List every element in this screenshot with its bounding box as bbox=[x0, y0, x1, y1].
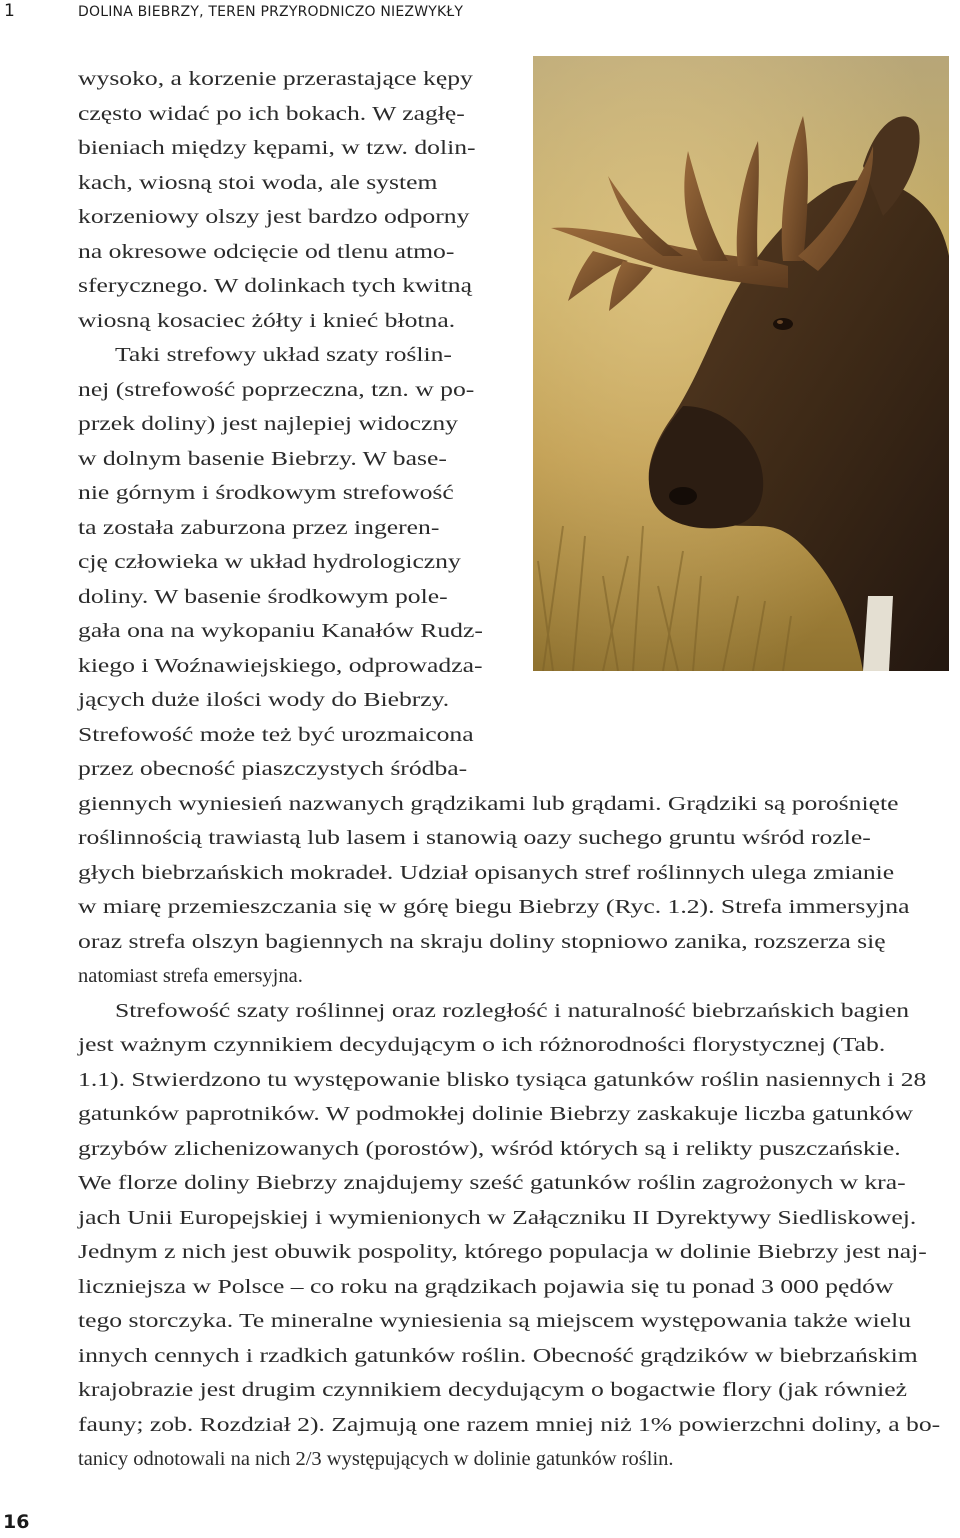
text-line: w miarę przemieszczania się w górę biegu Biebrzy (Ryc. 1.2). Strefa immersyjna bbox=[78, 896, 910, 918]
text-line: tego storczyka. Te mineralne wyniesienia są miejscem występowania także wielu bbox=[78, 1310, 912, 1332]
text-line: przek doliny) jest najlepiej widoczny bbox=[78, 413, 458, 435]
text-line: kiego i Woźnawiejskiego, odprowadza- bbox=[78, 654, 483, 677]
text-line: w dolnym basenie Biebrzy. W base- bbox=[78, 447, 447, 470]
text-line: Strefowość może też być urozmaicona bbox=[78, 723, 474, 746]
text-line: jących duże ilości wody do Biebrzy. bbox=[78, 689, 450, 711]
moose-photo bbox=[533, 56, 949, 671]
text-line: We florze doliny Biebrzy znajdujemy sześć gatunków roślin zagrożonych w kra- bbox=[78, 1172, 906, 1194]
text-line: roślinnością trawiastą lub lasem i stanowią oazy suchego gruntu wśród rozle- bbox=[78, 827, 871, 849]
text-line: natomiast strefa emersyjna. bbox=[78, 965, 303, 987]
text-line: oraz strefa olszyn bagiennych na skraju doliny stopniowo zanika, rozszerza się bbox=[78, 930, 886, 953]
text-line: jach Unii Europejskiej i wymienionych w Załączniku II Dyrektywy Siedliskowej. bbox=[78, 1206, 917, 1229]
text-line: nie górnym i środkowym strefowość bbox=[78, 482, 454, 504]
text-line: innych cennych i rzadkich gatunków roślin. Obecność grądzików w biebrzańskim bbox=[78, 1344, 918, 1367]
text-line: Strefowość szaty roślinnej oraz rozległość i naturalność biebrzańskich bagien bbox=[115, 999, 910, 1022]
text-line: głych biebrzańskich mokradeł. Udział opisanych stref roślinnych ulega zmianie bbox=[78, 861, 895, 884]
text-line: często widać po ich bokach. W zagłę- bbox=[78, 102, 465, 125]
text-line: korzeniowy olszy jest bardzo odporny bbox=[78, 206, 470, 228]
text-line: kach, wiosną stoi woda, ale system bbox=[78, 171, 438, 194]
text-line: gatunków paprotników. W podmokłej dolinie Biebrzy zaskakuje liczba gatunków bbox=[78, 1103, 913, 1125]
text-line: na okresowe odcięcie od tlenu atmo- bbox=[78, 240, 455, 263]
text-line: gała ona na wykopaniu Kanałów Rudz- bbox=[78, 620, 483, 642]
text-line: doliny. W basenie środkowym pole- bbox=[78, 585, 448, 608]
text-line: jest ważnym czynnikiem decydującym o ich różnorodności florystycznej (Tab. bbox=[78, 1034, 886, 1056]
text-line: krajobrazie jest drugim czynnikiem decydującym o bogactwie flory (jak również bbox=[78, 1379, 907, 1401]
chapter-number: 1 bbox=[4, 1, 15, 21]
text-line: ta została zaburzona przez ingeren- bbox=[78, 516, 440, 539]
text-line: giennych wyniesień nazwanych grądzikami lub grądami. Grądziki są porośnięte bbox=[78, 792, 899, 815]
running-header bbox=[0, 0, 960, 30]
text-line: fauny; zob. Rozdział 2). Zajmują one razem mniej niż 1% powierzchni doliny, a bo- bbox=[78, 1413, 941, 1436]
text-line: tanicy odnotowali na nich 2/3 występujących w dolinie gatunków roślin. bbox=[78, 1448, 674, 1470]
chapter-title: DOLINA BIEBRZY, TEREN PRZYRODNICZO NIEZWYKŁY bbox=[78, 4, 464, 20]
page-number: 16 bbox=[3, 1511, 30, 1533]
text-line: nej (strefowość poprzeczna, tzn. w po- bbox=[78, 378, 475, 401]
text-line: sferycznego. W dolinkach tych kwitną bbox=[78, 275, 472, 297]
text-line: wiosną kosaciec żółty i knieć błotna. bbox=[78, 309, 456, 332]
text-line: przez obecność piaszczystych śródba- bbox=[78, 758, 468, 780]
text-line: bieniach między kępami, w tzw. dolin- bbox=[78, 137, 476, 159]
text-line: wysoko, a korzenie przerastające kępy bbox=[78, 68, 473, 90]
text-line: Jednym z nich jest obuwik pospolity, którego populacja w dolinie Biebrzy jest naj- bbox=[78, 1241, 927, 1263]
text-line: liczniejsza w Polsce – co roku na grądzikach pojawia się tu ponad 3 000 pędów bbox=[78, 1275, 894, 1298]
text-line: 1.1). Stwierdzono tu występowanie blisko tysiąca gatunków roślin nasiennych i 28 bbox=[78, 1068, 927, 1091]
text-line: grzybów zlichenizowanych (porostów), wśród których są i relikty puszczańskie. bbox=[78, 1137, 901, 1160]
text-line: Taki strefowy układ szaty roślin- bbox=[115, 344, 452, 366]
text-line: cję człowieka w układ hydrologiczny bbox=[78, 551, 461, 573]
